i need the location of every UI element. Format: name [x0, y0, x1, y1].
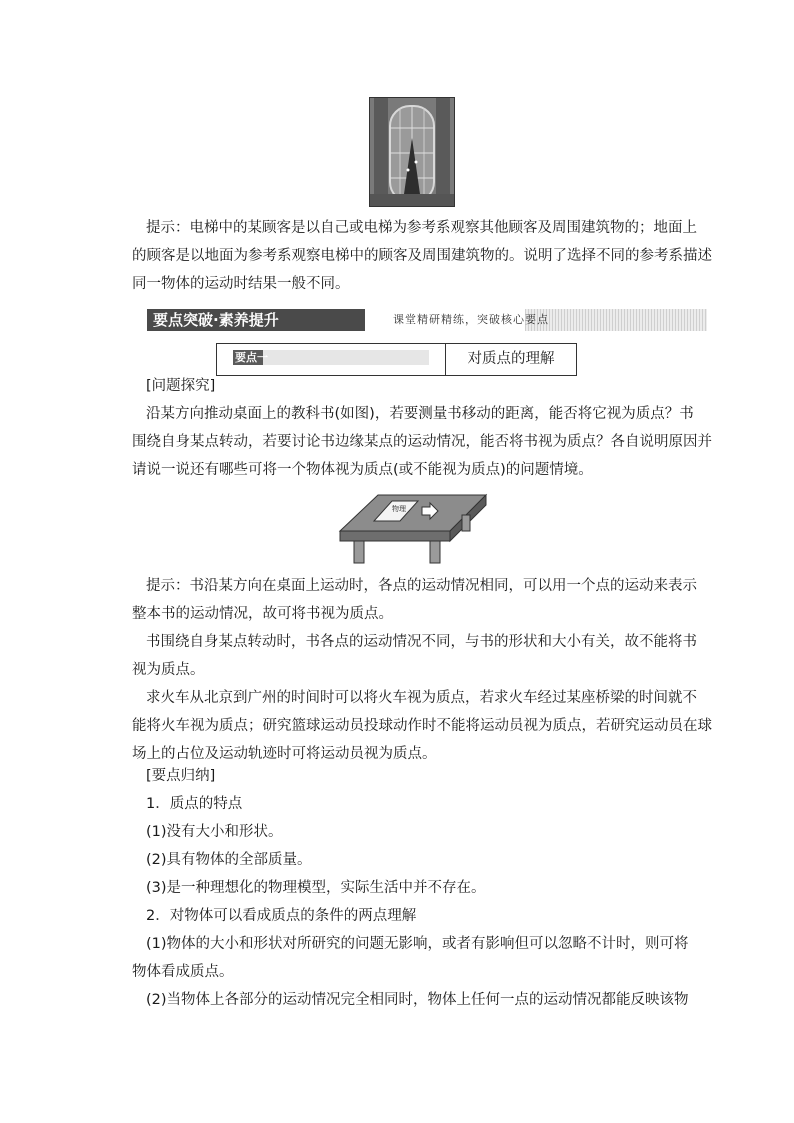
problem-line-2: 围绕自身某点转动，若要讨论书边缘某点的运动情况，能否将书视为质点？各自说明原因并: [132, 434, 712, 450]
key-point-box: [216, 343, 577, 376]
summary-line-2: (1)没有大小和形状。: [146, 824, 283, 840]
answer-line-5: 求火车从北京到广州的时间时可以将火车视为质点，若求火车经过某座桥梁的时间就不: [146, 690, 697, 706]
elevator-photo: [369, 97, 455, 207]
answer-line-4: 视为质点。: [132, 662, 205, 678]
summary-line-6: (1)物体的大小和形状对所研究的问题无影响，或者有影响但可以忽略不计时，则可将: [146, 936, 689, 952]
answer-line-2: 整本书的运动情况，故可将书视为质点。: [132, 606, 393, 622]
intro-line-3: 同一物体的运动时结果一般不同。: [132, 276, 350, 292]
problem-line-3: 请说一说还有哪些可将一个物体视为质点(或不能视为质点)的问题情境。: [132, 462, 593, 478]
summary-line-7: 物体看成质点。: [132, 964, 234, 980]
answer-line-1: 提示：书沿某方向在桌面上运动时，各点的运动情况相同，可以用一个点的运动来表示: [146, 578, 697, 594]
key-point-tag: 要点一: [233, 350, 429, 365]
table-book-figure: [338, 487, 488, 567]
answer-line-6: 能将火车视为质点；研究篮球运动员投球动作时不能将运动员视为质点，若研究运动员在球: [132, 718, 712, 734]
summary-line-5: 2．对物体可以看成质点的条件的两点理解: [146, 908, 417, 924]
banner-subtitle: 课堂精研精练，突破核心要点: [393, 313, 549, 326]
book-label: 物理: [392, 505, 406, 513]
summary-line-3: (2)具有物体的全部质量。: [146, 852, 312, 868]
intro-line-2: 的顾客是以地面为参考系观察电梯中的顾客及周围建筑物的。说明了选择不同的参考系描述: [132, 248, 712, 264]
summary-line-8: (2)当物体上各部分的运动情况完全相同时，物体上任何一点的运动情况都能反映该物: [146, 992, 689, 1008]
summary-line-1: 1．质点的特点: [146, 796, 243, 812]
banner-title: 要点突破·素养提升: [147, 309, 365, 331]
key-point-title: 对质点的理解: [467, 351, 555, 367]
problem-line-1: 沿某方向推动桌面上的教科书(如图)，若要测量书移动的距离，能否将它视为质点？书: [146, 406, 694, 422]
intro-line-1: 提示：电梯中的某顾客是以自己或电梯为参考系观察其他顾客及周围建筑物的；地面上: [146, 220, 697, 236]
summary-heading: [要点归纳]: [146, 768, 216, 784]
section-banner: [147, 309, 707, 331]
key-point-tag-cell: [217, 344, 446, 375]
answer-line-3: 书围绕自身某点转动时，书各点的运动情况不同，与书的形状和大小有关，故不能将书: [146, 634, 697, 650]
summary-line-4: (3)是一种理想化的物理模型，实际生活中并不存在。: [146, 880, 486, 896]
problem-heading: [问题探究]: [146, 378, 216, 394]
answer-line-7: 场上的占位及运动轨迹时可将运动员视为质点。: [132, 746, 437, 762]
